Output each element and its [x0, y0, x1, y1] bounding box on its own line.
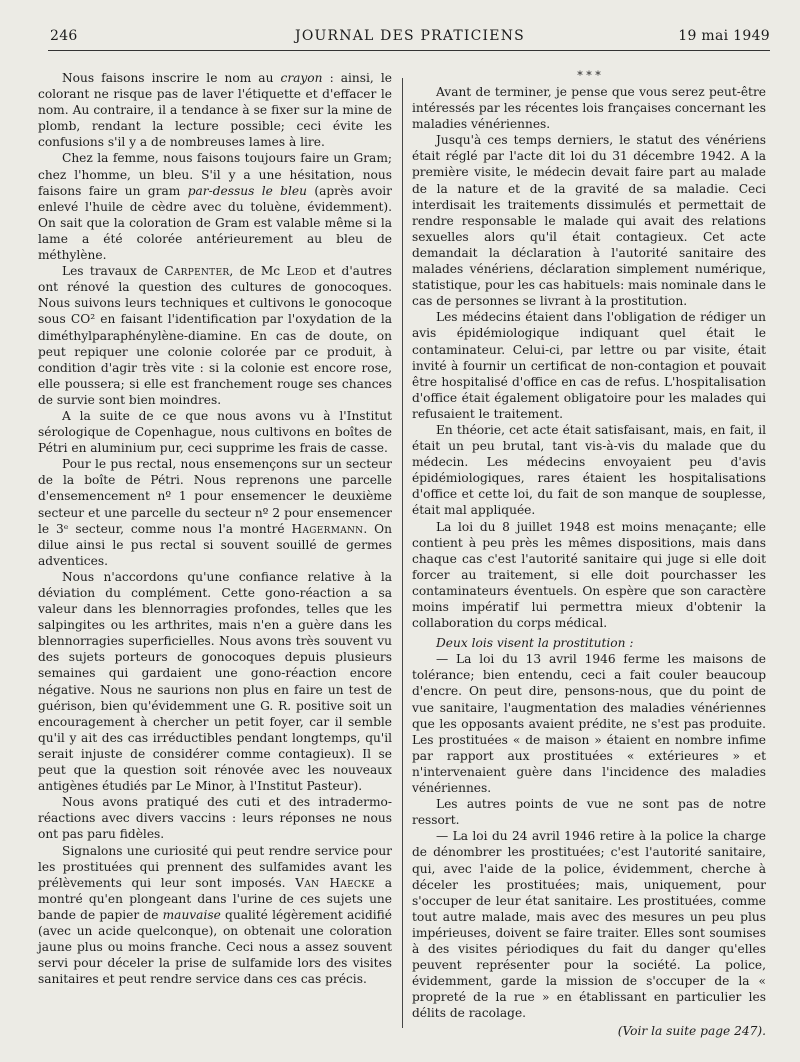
paragraph: Nous n'accordons qu'une confiance relative à la déviation du complément. Cette gono-réaction a sa valeur dans les blennorragies profondes, telles que les salpingites ou les arthrites, mais n'en a guère dans les blennorragies superficielles. Nous avons très souvent vu des sujets porteurs de gonocoques depuis plusieurs semaines qui gardaient une gono-réaction encore négative. Nous ne saurions non plus en faire un test de guérison, bien qu'évidemment une G. R. positive soit un encouragement à chercher un petit foyer, car il semble qu'il y ait des cas irréductibles pendant longtemps, qu'il serait injuste de considérer comme contagieux). Il se peut que la question soit rénovée avec les nouveaux antigènes étudiés par Le Minor, à l'Institut Pasteur).: [38, 569, 392, 794]
paragraph: Pour le pus rectal, nous ensemençons sur un secteur de la boîte de Pétri. Nous reprenons une parcelle d'ensemencement nº 1 pour ensemencer le deuxième secteur et une parcelle du secteur nº 2 pour ensemencer le 3ᵉ secteur, comme nous l'a montré Hagermann. On dilue ainsi le pus rectal si souvent souillé de germes adventices.: [38, 457, 392, 568]
paragraph: Les autres points de vue ne sont pas de notre ressort.: [412, 797, 766, 828]
section-break-asterisks: * * *: [577, 69, 601, 82]
right-column: [412, 70, 766, 1040]
left-column: [38, 70, 392, 987]
paragraph: Chez la femme, nous faisons toujours faire un Gram; chez l'homme, un bleu. S'il y a une hésitation, nous faisons faire un gram par-dessus le bleu (après avoir enlevé l'huile de cèdre avec du toluène, évidemment). On sait que la coloration de Gram est valable même si la lame a été colorée antérieurement au bleu de méthylène.: [38, 151, 393, 263]
paragraph: Signalons une curiosité qui peut rendre service pour les prostituées qui prennent des sulfamides avant les prélèvements qui leur sont imposés. Van Haecke a montré qu'en plongeant dans l'urine de ces sujets une bande de papier de mauvaise qualité légèrement acidifié (avec un acide quelconque), on obtenait une coloration jaune plus ou moins franche. Ceci nous a assez souvent servi pour déceler la prise de sulfamide lors des visites sanitaires et peut rendre service dans ces cas précis.: [38, 843, 393, 987]
column-divider: [402, 78, 403, 1028]
paragraph: En théorie, cet acte était satisfaisant, mais, en fait, il était un peu brutal, tant vis-à-vis du malade que du médecin. Les médecins envoyaient peu d'avis épidémiologiques, rares étaient les hospitalisations d'office et cette loi, du fait de son manque de souplesse, était mal appliquée.: [412, 422, 766, 518]
issue-date: 19 mai 1949: [678, 28, 770, 44]
continued-note: (Voir la suite page 247).: [617, 1024, 766, 1039]
subheading: Deux lois visent la prostitution :: [436, 636, 634, 651]
header-rule: [48, 50, 770, 51]
paragraph: Jusqu'à ces temps derniers, le statut des vénériens était réglé par l'acte dit loi du 31 décembre 1942. A la première visite, le médecin devait faire part au malade de la nature et de la gravité de sa maladie. Ceci interdisait les traitements dissimulés et permettait de rendre responsable le malade qui avait des relations sexuelles alors qu'il était contagieux. Cet acte demandait la déclaration à l'autorité sanitaire des malades vénériens, déclaration simplement numérique, statistique, pour les cas habituels: mais nominale dans le cas de personnes se livrant à la prostitution.: [412, 133, 766, 309]
paragraph: Nous faisons inscrire le nom au crayon : ainsi, le colorant ne risque pas de laver l'étiquette et d'effacer le nom. Au contraire, il a tendance à se fixer sur la mine de plomb, rendant la lecture possible; ceci évite les confusions s'il y a de nombreuses lames à lire.: [38, 71, 392, 150]
paragraph: Avant de terminer, je pense que vous serez peut-être intéressés par les récentes lois françaises concernant les maladies vénériennes.: [412, 85, 766, 132]
paragraph: — La loi du 13 avril 1946 ferme les maisons de tolérance; bien entendu, ceci a fait couler beaucoup d'encre. On peut dire, pensons-nous, que du point de vue sanitaire, l'augmentation des maladies vénériennes que les opposants avaient prédite, ne s'est pas produite. Les prostituées « de maison » étaient en nombre infime par rapport aux prostituées « extérieures » et n'intervenaient guère dans l'incidence des maladies vénériennes.: [412, 652, 766, 796]
paragraph: Les travaux de Carpenter, de Mc Leod et d'autres ont rénové la question des cultures de gonocoques. Nous suivons leurs techniques et cultivons le gonocoque sous CO² en faisant l'identification par l'oxydation de la diméthylparaphénylène-diamine. En cas de doute, on peut repiquer une colonie colorée par ce produit, à condition d'agir très vite : si la colonie est encore rose, elle poussera; si elle est franchement rouge ses chances de survie sont bien moindres.: [38, 264, 392, 407]
paragraph: Les médecins étaient dans l'obligation de rédiger un avis épidémiologique indiquant quel était le contaminateur. Celui-ci, par lettre ou par visite, était invité à fournir un certificat de non-contagion et pouvait être hospitalisé d'office en cas de refus. L'hospitalisation d'office était également obligatoire pour les malades qui refusaient le traitement.: [412, 310, 766, 421]
paragraph: Nous avons pratiqué des cuti et des intradermo-réactions avec divers vaccins : leurs réponses ne nous ont pas paru fidèles.: [38, 795, 392, 842]
paragraph: A la suite de ce que nous avons vu à l'Institut sérologique de Copenhague, nous cultivons en boîtes de Pétri en aluminium pur, ceci supprime les frais de casse.: [38, 408, 392, 456]
paragraph: — La loi du 24 avril 1946 retire à la police la charge de dénombrer les prostituées; c'est l'autorité sanitaire, qui, avec l'aide de la police, évidemment, cherche à déceler les prostituées; mais, uniquement, pour s'occuper de leur état sanitaire. Les prostituées, comme tout autre malade, mais avec des mesures un peu plus impérieuses, doivent se faire traiter. Elles sont soumises à des visites périodiques du fait du danger qu'elles peuvent représenter pour la société. La police, évidemment, garde la mission de s'occuper de la « propreté de la rue » en établissant en particulier les délits de racolage.: [412, 829, 766, 1021]
page-header: [50, 28, 770, 50]
paragraph: La loi du 8 juillet 1948 est moins menaçante; elle contient à peu près les mêmes dispositions, mais dans chaque cas c'est l'autorité sanitaire qui juge si elle doit forcer au traitement, si elle doit pourchasser les contaminateurs éventuels. On espère que son caractère moins impératif lui permettra mieux d'obtenir la collaboration du corps médical.: [412, 519, 766, 631]
page-number: 246: [50, 28, 78, 44]
journal-title: JOURNAL DES PRATICIENS: [295, 28, 525, 44]
